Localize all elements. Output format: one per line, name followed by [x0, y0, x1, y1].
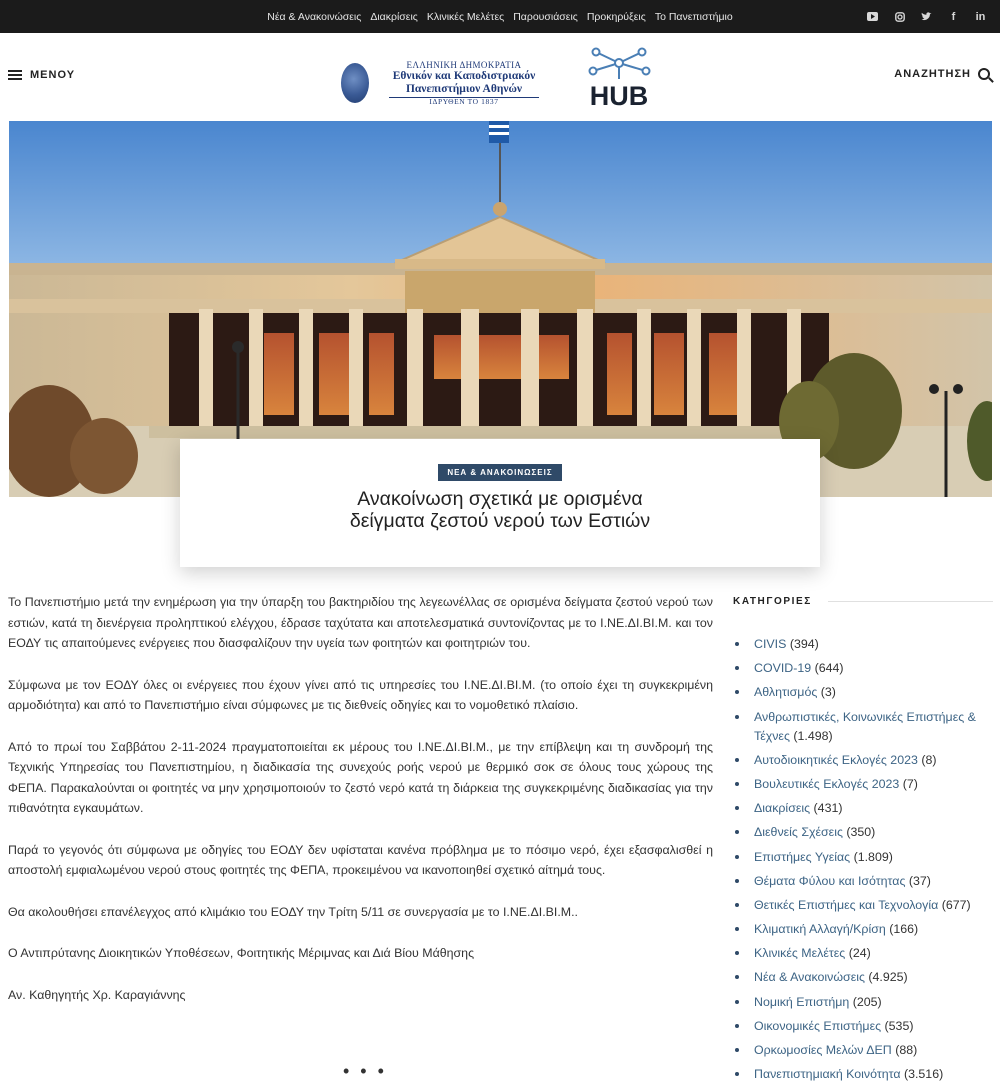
university-seal-icon — [341, 63, 369, 103]
top-nav-calls[interactable]: Προκηρύξεις — [586, 10, 646, 23]
sidebar-divider — [828, 601, 993, 602]
more-indicator: • • • — [343, 1061, 387, 1081]
signature-title: Ο Αντιπρύτανης Διοικητικών Υποθέσεων, Φοιτητικής Μέριμνας και Διά Βίου Μάθησης — [8, 946, 475, 960]
category-link[interactable]: Αυτοδιοικητικές Εκλογές 2023 — [754, 752, 918, 767]
category-link[interactable]: Νομική Επιστήμη — [754, 994, 850, 1009]
article-paragraph: Από το πρωί του Σαββάτου 2-11-2024 πραγματοποιείται εκ μέρους του Ι.ΝΕ.ΔΙ.ΒΙ.Μ., με την επίβλεψη και τη συνδρομή της Τεχνικής Υπηρεσίας του Πανεπιστημίου, η διαδικασία της συνεχούς ροής νερού με θερμικό σοκ σε όλους τους χώρους της ΦΕΠΑ. Παρακαλούνται οι φοιτητές να μην χρησιμοποιούν το ζεστό νερό κατά τη διάρκεια της συγκεκριμένης διαδικασίας για την πιθανότητα εγκαυμάτων. — [8, 739, 713, 815]
category-item — [733, 1065, 993, 1084]
category-count: (4.925) — [868, 970, 908, 985]
logo-line-4: ΙΔΡΥΘΕΝ ΤΟ 1837 — [429, 96, 499, 106]
category-item — [733, 751, 993, 770]
category-link[interactable]: Βουλευτικές Εκλογές 2023 — [754, 776, 900, 791]
category-count: (1.809) — [853, 849, 893, 864]
category-link[interactable]: Θέματα Φύλου και Ισότητας — [754, 873, 906, 888]
category-list — [733, 635, 993, 1084]
category-count: (1.498) — [793, 728, 833, 743]
category-count: (7) — [902, 776, 918, 791]
top-nav-awards[interactable]: Διακρίσεις — [370, 10, 418, 23]
category-count: (3) — [820, 685, 836, 700]
category-item — [733, 896, 993, 915]
category-count: (677) — [941, 897, 971, 912]
top-nav-university[interactable]: Το Πανεπιστήμιο — [654, 10, 733, 23]
university-logo[interactable] — [341, 59, 553, 107]
category-item — [733, 659, 993, 678]
top-nav-presentations[interactable]: Παρουσιάσεις — [513, 10, 578, 23]
logo-line-2: Εθνικόν και Καποδιστριακόν — [392, 70, 536, 83]
category-link[interactable]: Ανθρωπιστικές, Κοινωνικές Επιστήμες & Τέχνες — [754, 709, 976, 743]
category-item — [733, 775, 993, 794]
top-nav-clinical-studies[interactable]: Κλινικές Μελέτες — [426, 10, 505, 23]
menu-button[interactable] — [8, 69, 75, 81]
logo-line-3: Πανεπιστήμιον Αθηνών — [405, 82, 523, 95]
category-link[interactable]: Οικονομικές Επιστήμες — [754, 1018, 882, 1033]
youtube-icon[interactable] — [859, 0, 886, 33]
category-link[interactable]: COVID-19 — [754, 661, 812, 676]
instagram-icon[interactable] — [886, 0, 913, 33]
category-count: (3.516) — [903, 1067, 944, 1082]
twitter-icon[interactable] — [913, 0, 940, 33]
article-title-card — [180, 439, 820, 567]
article-paragraph: Θα ακολουθήσει επανέλεγχος από κλιμάκιο του ΕΟΔΥ την Τρίτη 5/11 σε συνεργασία με το Ι.ΝΕ.ΔΙ.ΒΙ.Μ.. — [8, 904, 579, 919]
category-count: (644) — [814, 661, 844, 676]
category-count: (205) — [852, 994, 882, 1009]
sidebar-header — [733, 596, 993, 607]
article-paragraph: Παρά το γεγονός ότι σύμφωνα με οδηγίες του ΕΟΔΥ δεν υφίσταται κανένα πρόβλημα με το πόσιμο νερό, έχει εξασφαλισθεί η αποστολή εμφιαλωμένου νερού στους φοιτητές της ΦΕΠΑ, προκειμένου να ικανοποιηθεί σχετικό αίτημά τους. — [8, 842, 713, 877]
category-count: (166) — [889, 922, 919, 937]
linkedin-icon[interactable]: in — [975, 10, 986, 23]
article-title-line-2: δείγματα ζεστού νερού των Εστιών — [349, 510, 651, 532]
category-count: (88) — [895, 1043, 918, 1057]
category-item — [733, 823, 993, 842]
category-item — [733, 683, 993, 702]
search-button[interactable] — [894, 68, 990, 80]
site-header — [0, 33, 1000, 121]
article-paragraph: Το Πανεπιστήμιο μετά την ενημέρωση για την ύπαρξη του βακτηριδίου της λεγεωνέλλας σε ορισμένα δείγματα ζεστού νερού των εστιών, κατά τη διενέργεια προληπτικού ελέγχου, έδρασε ταχύτατα και αποτελεσματικά συντονίζοντας με το Ι.ΝΕ.ΔΙ.ΒΙ.Μ. και τον ΕΟΔΥ τις απαιτούμενες ενέργειες που διασφαλίζουν την υγεία των φοιτητών και φοιτητριών του. — [8, 595, 713, 650]
category-count: (535) — [884, 1018, 914, 1033]
category-item — [733, 848, 993, 867]
category-count: (431) — [813, 801, 843, 816]
category-item — [733, 635, 993, 654]
article-title — [180, 488, 820, 532]
category-link[interactable]: Αθλητισμός — [754, 685, 818, 700]
categories-sidebar — [733, 596, 993, 1085]
category-badge[interactable]: ΝΕΑ & ΑΝΑΚΟΙΝΩΣΕΙΣ — [438, 464, 561, 481]
category-item — [733, 1017, 993, 1036]
menu-label: ΜΕΝΟΥ — [30, 69, 76, 81]
category-link[interactable]: Κλινικές Μελέτες — [754, 946, 846, 961]
facebook-icon[interactable]: f — [951, 10, 956, 23]
category-link[interactable]: Ορκωμοσίες Μελών ΔΕΠ — [754, 1043, 892, 1057]
article-title-line-1: Ανακοίνωση σχετικά με ορισμένα — [357, 488, 643, 510]
top-bar — [0, 0, 1000, 33]
social-links — [859, 0, 994, 33]
category-item — [733, 708, 993, 746]
category-item — [733, 944, 993, 963]
category-item — [733, 993, 993, 1012]
top-nav-news[interactable]: Νέα & Ανακοινώσεις — [267, 10, 362, 23]
category-link[interactable]: Διεθνείς Σχέσεις — [754, 825, 843, 840]
category-item — [733, 872, 993, 891]
top-nav — [0, 0, 1000, 33]
category-link[interactable]: Επιστήμες Υγείας — [754, 849, 851, 864]
category-count: (394) — [789, 637, 819, 651]
signature-name: Αν. Καθηγητής Χρ. Καραγιάννης — [8, 987, 186, 1002]
category-link[interactable]: Νέα & Ανακοινώσεις — [754, 970, 865, 985]
category-link[interactable]: Πανεπιστημιακή Κοινότητα — [754, 1067, 901, 1082]
hub-logo[interactable] — [580, 46, 658, 108]
category-count: (24) — [848, 946, 871, 961]
sidebar-title: ΚΑΤΗΓΟΡΙΕΣ — [733, 596, 812, 607]
logo-line-1: ΕΛΛΗΝΙΚΗ ΔΗΜΟΚΡΑΤΙΑ — [406, 60, 522, 70]
category-link[interactable]: Κλιματική Αλλαγή/Κρίση — [754, 922, 886, 937]
category-count: (37) — [908, 873, 931, 888]
search-label: ΑΝΑΖΗΤΗΣΗ — [894, 68, 971, 80]
category-item — [733, 799, 993, 818]
category-item — [733, 1041, 993, 1060]
category-count: (8) — [921, 752, 937, 767]
article-paragraph: Σύμφωνα με τον ΕΟΔΥ όλες οι ενέργειες που έχουν γίνει από τις υπηρεσίες του Ι.ΝΕ.ΔΙ.ΒΙ.Μ. (το οποίο έχει τη συγκεκριμένη αρμοδιότητα) και από το Πανεπιστήμιο είναι σύμφωνες με τις διεθνείς οδηγίες και το νομοθετικό πλαίσιο. — [8, 677, 713, 712]
category-count: (350) — [846, 825, 876, 840]
category-link[interactable]: CIVIS — [754, 637, 787, 651]
university-logo-text — [374, 61, 554, 105]
article-body — [8, 592, 713, 1026]
search-icon — [978, 68, 990, 80]
hub-logo-text: HUB — [589, 81, 649, 108]
category-item — [733, 920, 993, 939]
category-item — [733, 968, 993, 987]
category-link[interactable]: Διακρίσεις — [754, 801, 811, 816]
category-link[interactable]: Θετικές Επιστήμες και Τεχνολογία — [754, 897, 939, 912]
hamburger-icon — [8, 70, 22, 80]
